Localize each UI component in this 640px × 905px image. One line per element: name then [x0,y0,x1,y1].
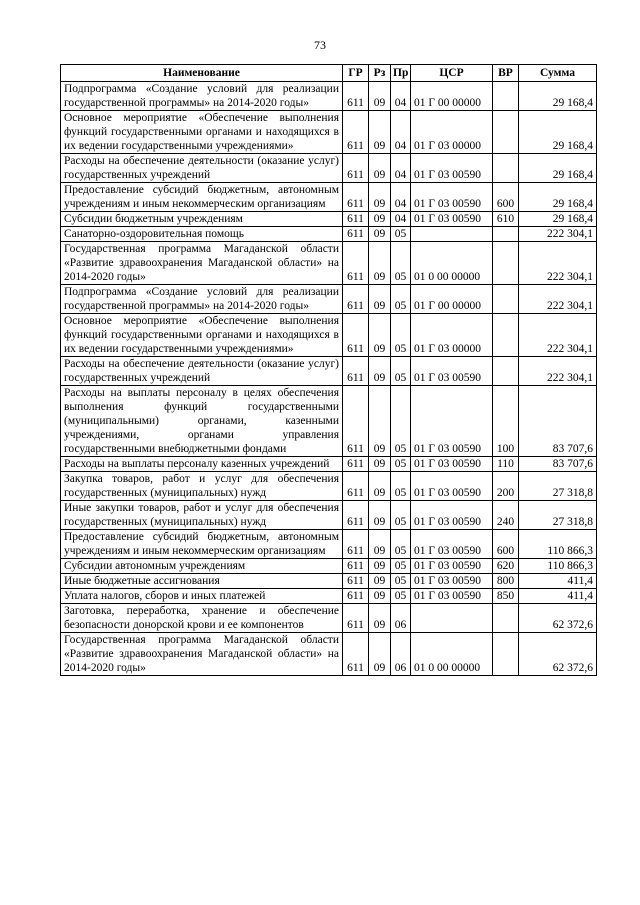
cell-gr: 611 [343,242,369,285]
cell-gr: 611 [343,227,369,242]
table-row [61,559,597,574]
cell-sum: 62 372,6 [519,604,597,633]
cell-rz: 09 [369,82,391,111]
cell-rz: 09 [369,212,391,227]
cell-pr: 05 [391,589,411,604]
cell-gr: 611 [343,285,369,314]
table-row [61,472,597,501]
cell-gr: 611 [343,111,369,154]
cell-vr: 600 [493,530,519,559]
cell-sum: 222 304,1 [519,285,597,314]
cell-pr: 06 [391,633,411,676]
cell-pr: 05 [391,457,411,472]
cell-pr: 05 [391,314,411,357]
cell-vr: 110 [493,457,519,472]
cell-rz: 09 [369,559,391,574]
cell-sum: 29 168,4 [519,154,597,183]
cell-rz: 09 [369,183,391,212]
cell-gr: 611 [343,212,369,227]
cell-vr: 800 [493,574,519,589]
table-header-row [61,65,597,82]
cell-gr: 611 [343,633,369,676]
cell-vr [493,314,519,357]
cell-csr [411,227,493,242]
cell-csr [411,604,493,633]
cell-rz: 09 [369,357,391,386]
cell-gr: 611 [343,357,369,386]
cell-gr: 611 [343,386,369,457]
cell-vr [493,82,519,111]
cell-vr [493,604,519,633]
table-row [61,589,597,604]
cell-sum: 222 304,1 [519,357,597,386]
cell-csr: 01 0 00 00000 [411,633,493,676]
cell-sum: 110 866,3 [519,559,597,574]
cell-csr: 01 Г 03 00590 [411,457,493,472]
cell-pr: 05 [391,574,411,589]
cell-csr: 01 Г 00 00000 [411,285,493,314]
table-row [61,357,597,386]
cell-gr: 611 [343,154,369,183]
table-body [61,82,597,676]
cell-rz: 09 [369,589,391,604]
cell-vr [493,242,519,285]
header-vr: ВР [493,65,519,82]
cell-pr: 05 [391,242,411,285]
cell-rz: 09 [369,154,391,183]
table-row [61,633,597,676]
cell-csr: 01 Г 03 00590 [411,501,493,530]
cell-rz: 09 [369,472,391,501]
cell-rz: 09 [369,242,391,285]
cell-pr: 05 [391,227,411,242]
cell-pr: 04 [391,183,411,212]
cell-rz: 09 [369,227,391,242]
cell-pr: 04 [391,212,411,227]
cell-csr: 01 Г 03 00000 [411,314,493,357]
cell-csr: 01 Г 03 00590 [411,386,493,457]
cell-sum: 222 304,1 [519,242,597,285]
cell-name: Расходы на выплаты персоналу казенных учреждений [61,457,343,472]
cell-gr: 611 [343,559,369,574]
cell-gr: 611 [343,574,369,589]
table-row [61,183,597,212]
cell-csr: 01 0 00 00000 [411,242,493,285]
cell-rz: 09 [369,501,391,530]
table-row [61,154,597,183]
cell-name: Государственная программа Магаданской области «Развитие здравоохранения Магаданской области» на 2014-2020 годы» [61,633,343,676]
cell-rz: 09 [369,386,391,457]
cell-sum: 411,4 [519,589,597,604]
cell-vr: 610 [493,212,519,227]
table-row [61,604,597,633]
table-row [61,386,597,457]
cell-rz: 09 [369,530,391,559]
cell-name: Расходы на выплаты персоналу в целях обеспечения выполнения функций государственными (муниципальными) органами, казенными учреждениями, органами управления государственными внебюджетными фондами [61,386,343,457]
page-number: 73 [314,38,326,52]
cell-gr: 611 [343,457,369,472]
cell-gr: 611 [343,183,369,212]
cell-name: Предоставление субсидий бюджетным, автономным учреждениям и иным некоммерческим организациям [61,183,343,212]
cell-pr: 05 [391,386,411,457]
cell-name: Заготовка, переработка, хранение и обеспечение безопасности донорской крови и ее компонентов [61,604,343,633]
cell-csr: 01 Г 03 00590 [411,154,493,183]
cell-pr: 05 [391,285,411,314]
cell-csr: 01 Г 03 00590 [411,574,493,589]
cell-csr: 01 Г 03 00590 [411,589,493,604]
table-row [61,227,597,242]
cell-rz: 09 [369,633,391,676]
cell-pr: 04 [391,154,411,183]
cell-rz: 09 [369,285,391,314]
cell-vr [493,633,519,676]
cell-vr [493,111,519,154]
cell-pr: 05 [391,501,411,530]
cell-vr: 600 [493,183,519,212]
header-pr: Пр [391,65,411,82]
cell-sum: 29 168,4 [519,183,597,212]
cell-sum: 411,4 [519,574,597,589]
cell-rz: 09 [369,604,391,633]
cell-name: Субсидии автономным учреждениям [61,559,343,574]
table-row [61,574,597,589]
cell-rz: 09 [369,111,391,154]
cell-csr: 01 Г 03 00590 [411,183,493,212]
cell-name: Подпрограмма «Создание условий для реализации государственной программы» на 2014-2020 годы» [61,285,343,314]
cell-sum: 29 168,4 [519,111,597,154]
cell-rz: 09 [369,314,391,357]
cell-vr [493,154,519,183]
cell-gr: 611 [343,82,369,111]
cell-name: Основное мероприятие «Обеспечение выполнения функций государственными органами и находящихся в их ведении государственными учреждениями» [61,111,343,154]
cell-csr: 01 Г 00 00000 [411,82,493,111]
cell-sum: 62 372,6 [519,633,597,676]
header-gr: ГР [343,65,369,82]
cell-name: Расходы на обеспечение деятельности (оказание услуг) государственных учреждений [61,357,343,386]
cell-csr: 01 Г 03 00590 [411,212,493,227]
table-row [61,242,597,285]
cell-sum: 27 318,8 [519,472,597,501]
cell-pr: 05 [391,357,411,386]
cell-sum: 27 318,8 [519,501,597,530]
header-name: Наименование [61,65,343,82]
cell-pr: 04 [391,82,411,111]
cell-name: Иные бюджетные ассигнования [61,574,343,589]
cell-csr: 01 Г 03 00000 [411,111,493,154]
cell-rz: 09 [369,457,391,472]
header-rz: Рз [369,65,391,82]
cell-csr: 01 Г 03 00590 [411,472,493,501]
cell-rz: 09 [369,574,391,589]
cell-pr: 05 [391,559,411,574]
cell-gr: 611 [343,314,369,357]
table-row [61,82,597,111]
cell-vr [493,285,519,314]
cell-gr: 611 [343,501,369,530]
cell-vr [493,357,519,386]
cell-sum: 222 304,1 [519,227,597,242]
cell-pr: 04 [391,111,411,154]
cell-sum: 29 168,4 [519,82,597,111]
cell-vr: 850 [493,589,519,604]
cell-vr: 200 [493,472,519,501]
cell-gr: 611 [343,530,369,559]
budget-table [60,64,597,676]
cell-gr: 611 [343,604,369,633]
table-row [61,285,597,314]
table-row [61,501,597,530]
table-row [61,530,597,559]
cell-csr: 01 Г 03 00590 [411,559,493,574]
cell-sum: 110 866,3 [519,530,597,559]
table-row [61,212,597,227]
cell-gr: 611 [343,589,369,604]
cell-name: Субсидии бюджетным учреждениям [61,212,343,227]
cell-csr: 01 Г 03 00590 [411,357,493,386]
header-sum: Сумма [519,65,597,82]
header-csr: ЦСР [411,65,493,82]
cell-name: Санаторно-оздоровительная помощь [61,227,343,242]
cell-name: Подпрограмма «Создание условий для реализации государственной программы» на 2014-2020 годы» [61,82,343,111]
cell-pr: 06 [391,604,411,633]
cell-name: Расходы на обеспечение деятельности (оказание услуг) государственных учреждений [61,154,343,183]
cell-vr: 100 [493,386,519,457]
cell-csr: 01 Г 03 00590 [411,530,493,559]
cell-sum: 83 707,6 [519,457,597,472]
cell-name: Закупка товаров, работ и услуг для обеспечения государственных (муниципальных) нужд [61,472,343,501]
cell-pr: 05 [391,530,411,559]
table-row [61,457,597,472]
cell-name: Иные закупки товаров, работ и услуг для обеспечения государственных (муниципальных) нужд [61,501,343,530]
table-row [61,111,597,154]
cell-sum: 83 707,6 [519,386,597,457]
table-row [61,314,597,357]
cell-name: Государственная программа Магаданской области «Развитие здравоохранения Магаданской области» на 2014-2020 годы» [61,242,343,285]
cell-name: Предоставление субсидий бюджетным, автономным учреждениям и иным некоммерческим организациям [61,530,343,559]
cell-name: Основное мероприятие «Обеспечение выполнения функций государственными органами и находящихся в их ведении государственными учреждениями» [61,314,343,357]
cell-vr: 240 [493,501,519,530]
cell-vr [493,227,519,242]
cell-name: Уплата налогов, сборов и иных платежей [61,589,343,604]
cell-sum: 29 168,4 [519,212,597,227]
cell-gr: 611 [343,472,369,501]
cell-vr: 620 [493,559,519,574]
cell-sum: 222 304,1 [519,314,597,357]
cell-pr: 05 [391,472,411,501]
